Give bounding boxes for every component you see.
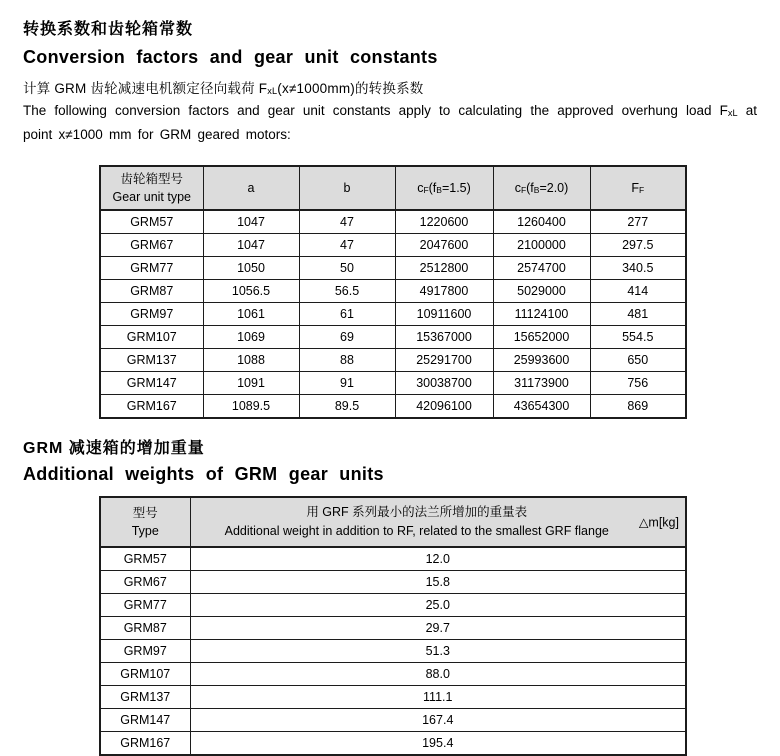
table-cell: GRM107: [100, 663, 190, 686]
table-cell: 47: [299, 234, 395, 257]
table-cell: 56.5: [299, 280, 395, 303]
section1-title-en: Conversion factors and gear unit constants: [23, 47, 438, 67]
table-cell: 1260400: [493, 210, 590, 234]
header-cf-fb20: cF(fB=2.0): [493, 166, 590, 210]
table-row: [100, 732, 686, 756]
table-cell: 2512800: [395, 257, 493, 280]
table-cell: 195.4: [190, 732, 686, 756]
table-cell: 1061: [203, 303, 299, 326]
table-row: [100, 663, 686, 686]
table-cell: GRM147: [100, 709, 190, 732]
header-b: b: [299, 166, 395, 210]
table-row: [100, 571, 686, 594]
additional-weights-table: [99, 496, 687, 756]
table-cell: 1050: [203, 257, 299, 280]
header-ff: FF: [590, 166, 686, 210]
header-additional-weight: [190, 497, 686, 547]
section2-title-en: Additional weights of GRM gear units: [23, 464, 384, 485]
table-cell: 1089.5: [203, 395, 299, 419]
table-cell: 1220600: [395, 210, 493, 234]
table-cell: 42096100: [395, 395, 493, 419]
table-row: [100, 280, 686, 303]
table-cell: 5029000: [493, 280, 590, 303]
table-cell: 15.8: [190, 571, 686, 594]
table-cell: 1069: [203, 326, 299, 349]
table-cell: 88.0: [190, 663, 686, 686]
table-row: [100, 617, 686, 640]
table-row: [100, 234, 686, 257]
table-row: [100, 686, 686, 709]
table-row: [100, 709, 686, 732]
table-row: [100, 210, 686, 234]
header-a: a: [203, 166, 299, 210]
table-cell: 11124100: [493, 303, 590, 326]
table-cell: 15367000: [395, 326, 493, 349]
table-cell: 2100000: [493, 234, 590, 257]
header-gear-unit-type-en: Gear unit type: [112, 190, 191, 205]
table-cell: 69: [299, 326, 395, 349]
table-cell: 91: [299, 372, 395, 395]
section1-desc-en: The following conversion factors and gear unit constants apply to calculating the approved overhung load FxL at point x≠1000 mm for GRM geared motors:: [23, 103, 757, 143]
table-cell: 1088: [203, 349, 299, 372]
table-row: [100, 395, 686, 419]
table-cell: GRM67: [100, 234, 203, 257]
table-header-row: [100, 166, 686, 210]
section2-title-zh: GRM 减速箱的增加重量: [23, 440, 205, 458]
table-cell: GRM67: [100, 571, 190, 594]
table-cell: 30038700: [395, 372, 493, 395]
table-cell: GRM57: [100, 547, 190, 571]
table-cell: GRM57: [100, 210, 203, 234]
table-cell: 31173900: [493, 372, 590, 395]
header-gear-unit-type: [100, 166, 203, 210]
table-cell: 29.7: [190, 617, 686, 640]
section1-title-zh: 转换系数和齿轮箱常数: [23, 21, 194, 38]
header-additional-weight-zh: 用 GRF 系列最小的法兰所增加的重量表: [306, 505, 528, 520]
table-cell: 25291700: [395, 349, 493, 372]
table-row: [100, 640, 686, 663]
table-cell: 25993600: [493, 349, 590, 372]
table-cell: GRM137: [100, 349, 203, 372]
header-type: [100, 497, 190, 547]
table-cell: GRM97: [100, 640, 190, 663]
table-cell: 297.5: [590, 234, 686, 257]
table-cell: 756: [590, 372, 686, 395]
table-cell: 650: [590, 349, 686, 372]
table-cell: 12.0: [190, 547, 686, 571]
table-cell: 15652000: [493, 326, 590, 349]
table-row: [100, 349, 686, 372]
header-delta-m-kg-unit: △m[kg]: [638, 515, 679, 530]
table-header-row: [100, 497, 686, 547]
table-cell: 61: [299, 303, 395, 326]
header-type-zh: 型号: [132, 506, 158, 521]
table-cell: 111.1: [190, 686, 686, 709]
header-additional-weight-en: Additional weight in addition to RF, related to the smallest GRF flange: [224, 524, 609, 539]
table-cell: GRM87: [100, 280, 203, 303]
table-cell: 1047: [203, 234, 299, 257]
table-row: [100, 547, 686, 571]
table-cell: GRM107: [100, 326, 203, 349]
header-cf-fb15: cF(fB=1.5): [395, 166, 493, 210]
table-cell: GRM137: [100, 686, 190, 709]
table-cell: 51.3: [190, 640, 686, 663]
table-cell: 4917800: [395, 280, 493, 303]
table-cell: GRM167: [100, 732, 190, 756]
table-cell: 47: [299, 210, 395, 234]
table-row: [100, 257, 686, 280]
table-cell: 25.0: [190, 594, 686, 617]
table-cell: 340.5: [590, 257, 686, 280]
table-cell: 43654300: [493, 395, 590, 419]
header-gear-unit-type-zh: 齿轮箱型号: [120, 172, 183, 187]
table-cell: 10911600: [395, 303, 493, 326]
table-cell: 554.5: [590, 326, 686, 349]
table-cell: GRM77: [100, 257, 203, 280]
table-cell: 2047600: [395, 234, 493, 257]
table-row: [100, 326, 686, 349]
table-row: [100, 372, 686, 395]
table-cell: 1056.5: [203, 280, 299, 303]
section1-desc-zh: 计算 GRM 齿轮减速电机额定径向载荷 FxL(x≠1000mm)的转换系数: [23, 81, 424, 97]
table-row: [100, 303, 686, 326]
table-cell: GRM77: [100, 594, 190, 617]
table-cell: 89.5: [299, 395, 395, 419]
table-cell: 869: [590, 395, 686, 419]
table-cell: GRM87: [100, 617, 190, 640]
table-cell: 50: [299, 257, 395, 280]
table-cell: GRM147: [100, 372, 203, 395]
table-cell: 167.4: [190, 709, 686, 732]
table-cell: 1091: [203, 372, 299, 395]
table-cell: 277: [590, 210, 686, 234]
table-cell: GRM97: [100, 303, 203, 326]
table-cell: 481: [590, 303, 686, 326]
table-cell: 2574700: [493, 257, 590, 280]
header-type-en: Type: [131, 524, 159, 539]
conversion-factors-table: [99, 165, 687, 419]
table-cell: 1047: [203, 210, 299, 234]
table-cell: GRM167: [100, 395, 203, 419]
table-cell: 414: [590, 280, 686, 303]
table-row: [100, 594, 686, 617]
table-cell: 88: [299, 349, 395, 372]
